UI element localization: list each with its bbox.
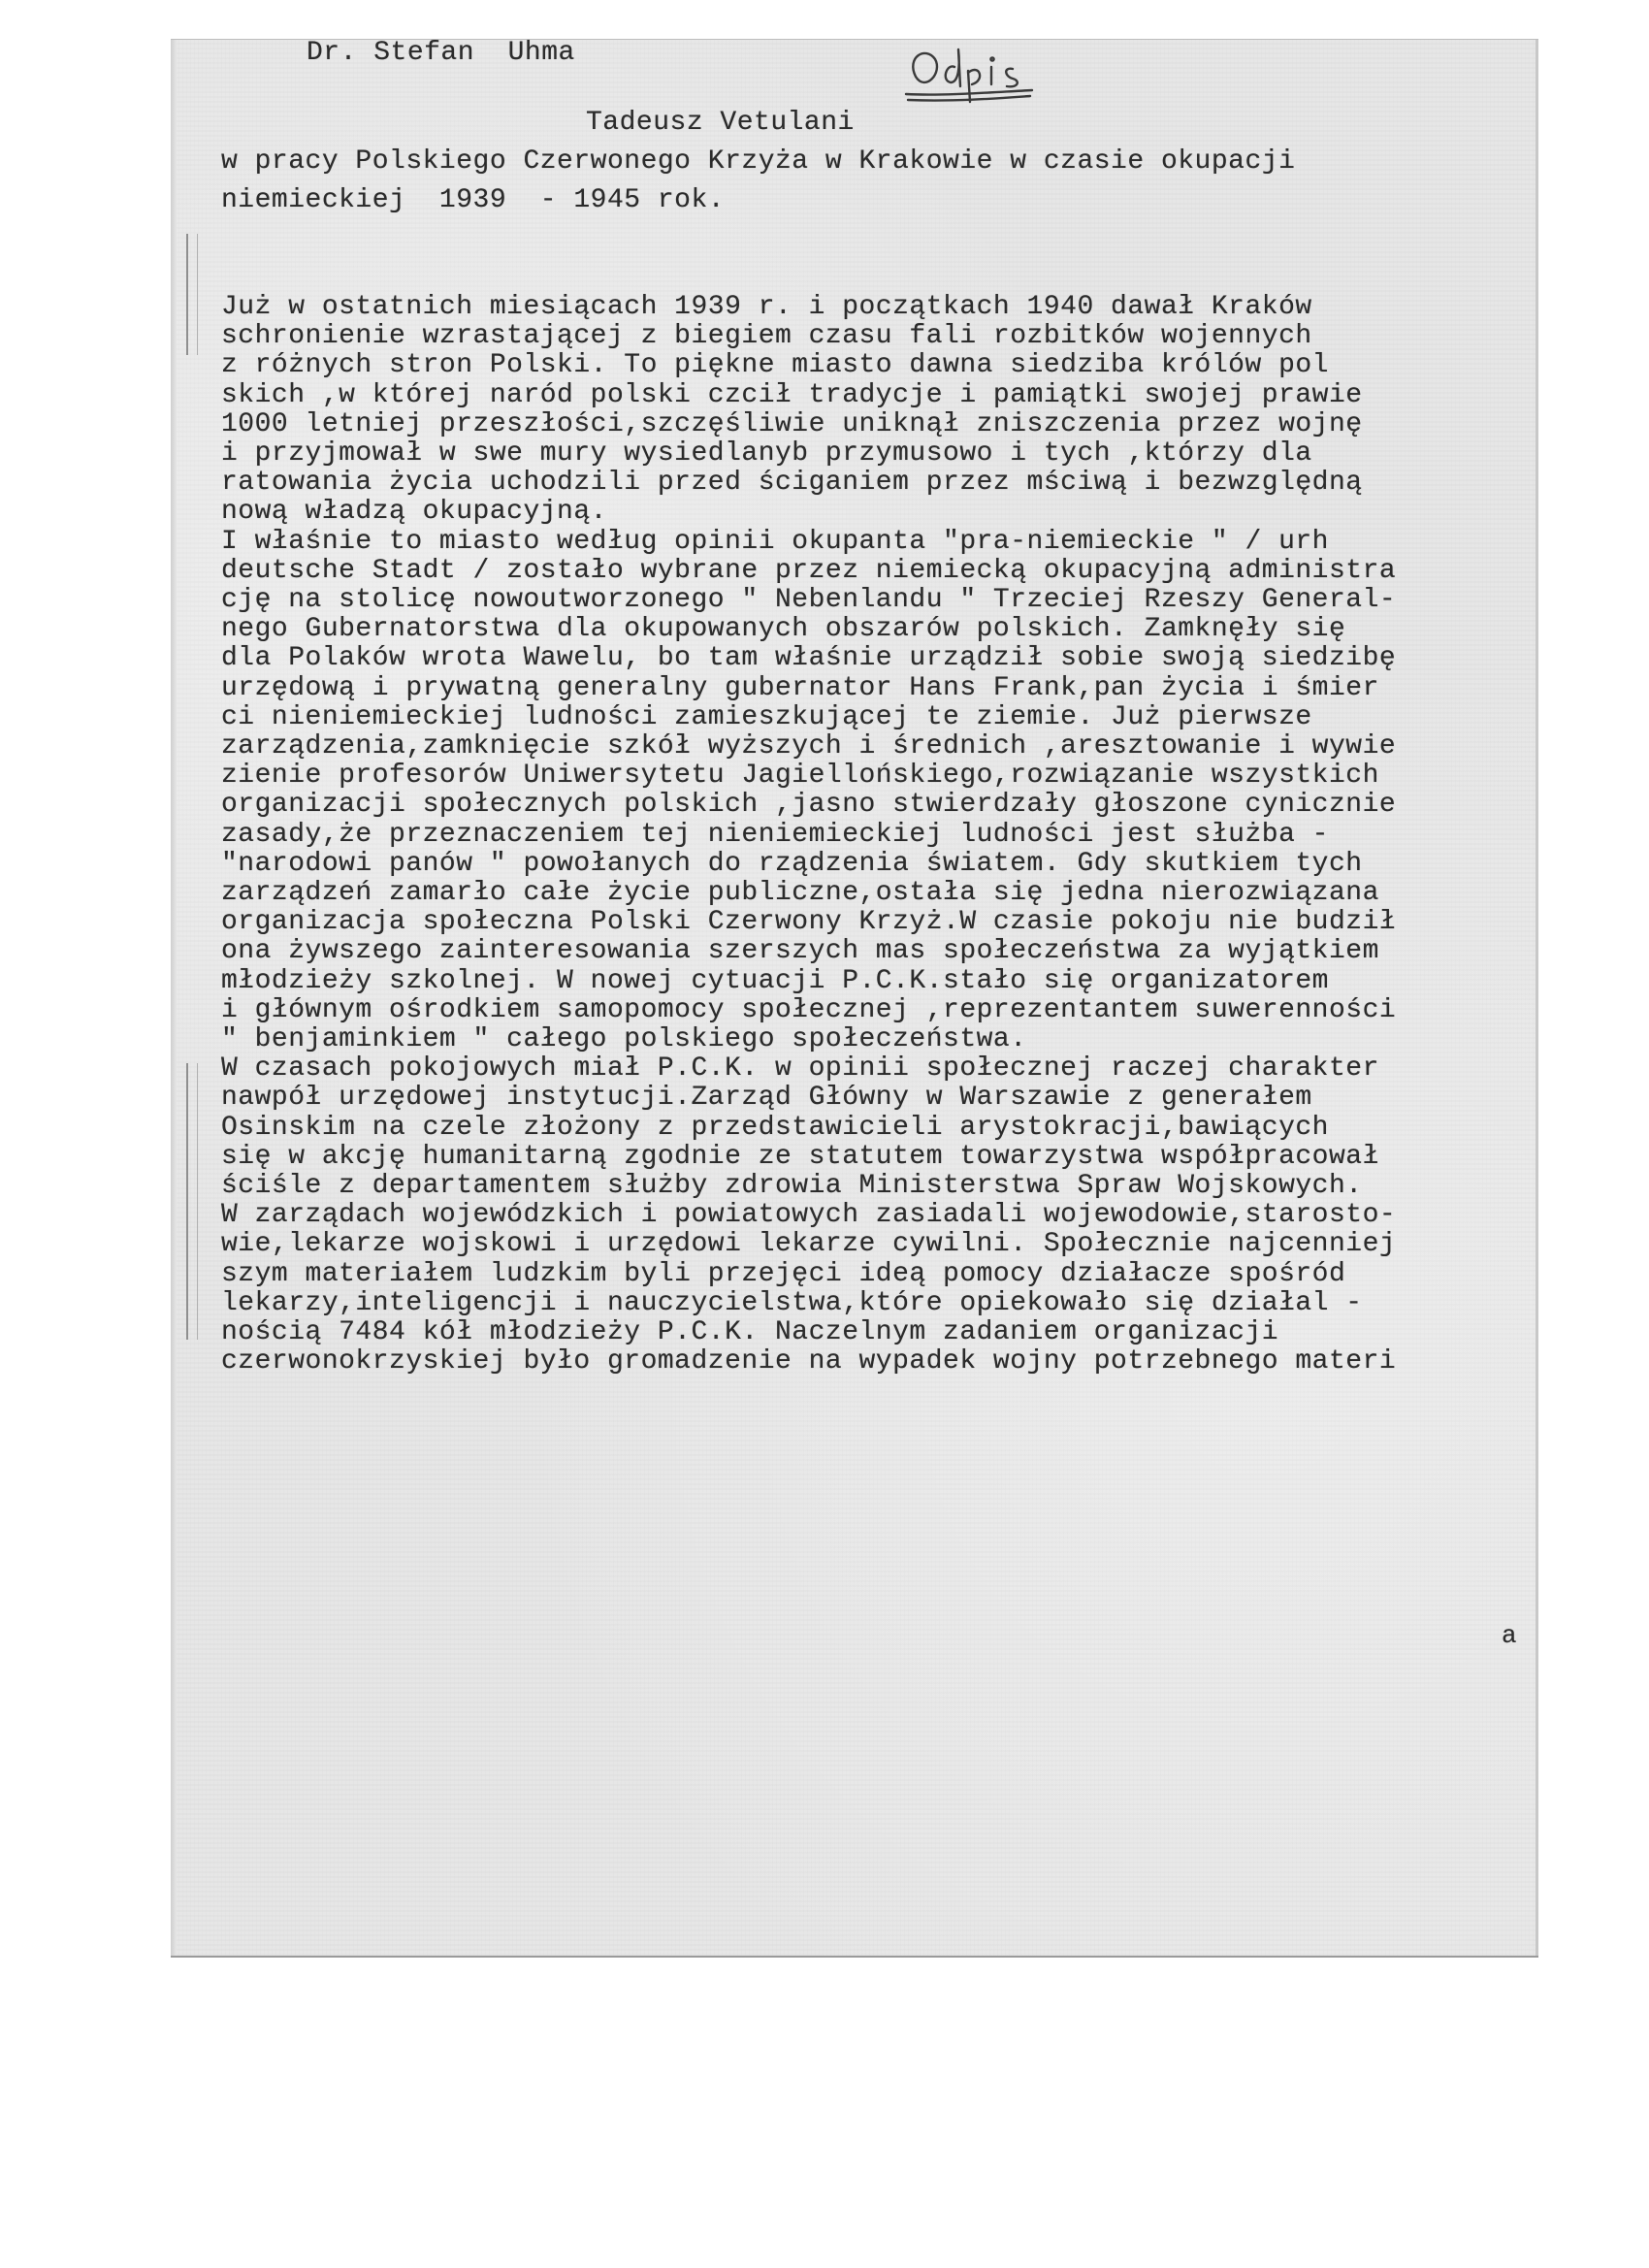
body-line: i przyjmował w swe mury wysiedlanyb przymusowo i tych ,którzy dla (221, 438, 1312, 469)
body-line: się w akcję humanitarną zgodnie ze statutem towarzystwa współpracował (221, 1141, 1379, 1172)
body-line: " benjaminkiem " całego polskiego społeczeństwa. (221, 1024, 1027, 1054)
body-line: ratowania życia uchodzili przed ściganiem przez mściwą i bezwzględną (221, 468, 1363, 499)
body-line: urzędową i prywatną generalny gubernator Hans Frank,pan życia i śmier (221, 672, 1379, 703)
body-line: ściśle z departamentem służby zdrowia Ministerstwa Spraw Wojskowych. (221, 1171, 1363, 1201)
margin-letter: a (1502, 1621, 1518, 1650)
body-line: schronienie wzrastającej z biegiem czasu fali rozbitków wojennych (221, 321, 1312, 352)
body-line: nością 7484 kół młodzieży P.C.K. Naczelnym zadaniem organizacji (221, 1317, 1279, 1347)
title-line: w pracy Polskiego Czerwonego Krzyża w Krakowie w czasie okupacji (221, 146, 1296, 177)
body-line: W czasach pokojowych miał P.C.K. w opinii społecznej raczej charakter (221, 1053, 1379, 1085)
body-line: zasady,że przeznaczeniem tej nieniemieckiej ludności jest służba - (221, 819, 1329, 850)
body-line: skich ,w której naród polski czcił tradycje i pamiątki swojej prawie (221, 379, 1363, 410)
body-line: nawpół urzędowej instytucji.Zarząd Główny w Warszawie z generałem (221, 1083, 1312, 1114)
handwritten-stamp (896, 39, 1042, 115)
title-line: niemieckiej 1939 - 1945 rok. (221, 185, 726, 215)
body-line: dla Polaków wrota Wawelu, bo tam właśnie urządził sobie swoją siedzibę (221, 643, 1397, 674)
body-line: Osinskim na czele złożony z przedstawicieli arystokracji,bawiących (221, 1112, 1329, 1143)
odpis-handwriting-icon (896, 39, 1042, 115)
body-line: "narodowi panów " powołanych do rządzenia światem. Gdy skutkiem tych (221, 848, 1363, 879)
body-line: cję na stolicę nowoutworzonego " Nebenlandu " Trzeciej Rzeszy General- (221, 585, 1397, 615)
page-left-edge (171, 40, 177, 1956)
body-line: zarządzeń zamarło całe życie publiczne,ostała się jedna nierozwiązana (221, 878, 1379, 908)
body-line: czerwonokrzyskiej było gromadzenie na wypadek wojny potrzebnego materi (221, 1346, 1397, 1377)
body-line: ona żywszego zainteresowania szerszych mas społeczeństwa za wyjątkiem (221, 936, 1379, 967)
body-line: wie,lekarze wojskowi i urzędowi lekarze cywilni. Społecznie najcenniej (221, 1229, 1397, 1260)
body-line: szym materiałem ludzkim byli przejęci ideą pomocy działacze spośród (221, 1258, 1346, 1289)
body-line: nego Gubernatorstwa dla okupowanych obszarów polskich. Zamknęły się (221, 614, 1346, 645)
subject-name: Tadeusz Vetulani (586, 108, 855, 138)
body-line: lekarzy,inteligencji i nauczycielstwa,które opiekowało się działal - (221, 1287, 1363, 1318)
body-line: zarządzenia,zamknięcie szkół wyższych i średnich ,aresztowanie i wywie (221, 731, 1397, 761)
body-line: W zarządach wojewódzkich i powiatowych zasiadali wojewodowie,starosto- (221, 1200, 1397, 1231)
scanned-page (171, 39, 1538, 1958)
body-line: i głównym ośrodkiem samopomocy społecznej ,reprezentantem suwerenności (221, 994, 1397, 1025)
body-line: młodzieży szkolnej. W nowej cytuacji P.C.K.stało się organizatorem (221, 965, 1329, 996)
body-line: I właśnie to miasto według opinii okupanta "pra-niemieckie " / urh (221, 526, 1329, 557)
body-line: deutsche Stadt / zostało wybrane przez niemiecką okupacyjną administra (221, 555, 1397, 586)
author-line: Dr. Stefan Uhma (307, 39, 575, 68)
body-line: z różnych stron Polski. To piękne miasto dawna siedziba królów pol (221, 350, 1329, 381)
page-right-edge (1536, 40, 1538, 1956)
body-line: organizacja społeczna Polski Czerwony Krzyż.W czasie pokoju nie budził (221, 907, 1397, 938)
body-line: nową władzą okupacyjną. (221, 497, 607, 528)
body-line: zienie profesorów Uniwersytetu Jagiellońskiego,rozwiązanie wszystkich (221, 761, 1379, 792)
binding-mark (186, 234, 198, 355)
body-line: Już w ostatnich miesiącach 1939 r. i początkach 1940 dawał Kraków (221, 292, 1312, 322)
body-line: organizacji społecznych polskich ,jasno stwierdzały głoszone cynicznie (221, 790, 1397, 821)
binding-mark (186, 1063, 198, 1340)
body-line: 1000 letniej przeszłości,szczęśliwie uniknął zniszczenia przez wojnę (221, 408, 1363, 439)
body-line: ci nieniemieckiej ludności zamieszkującej te ziemie. Już pierwsze (221, 701, 1312, 732)
